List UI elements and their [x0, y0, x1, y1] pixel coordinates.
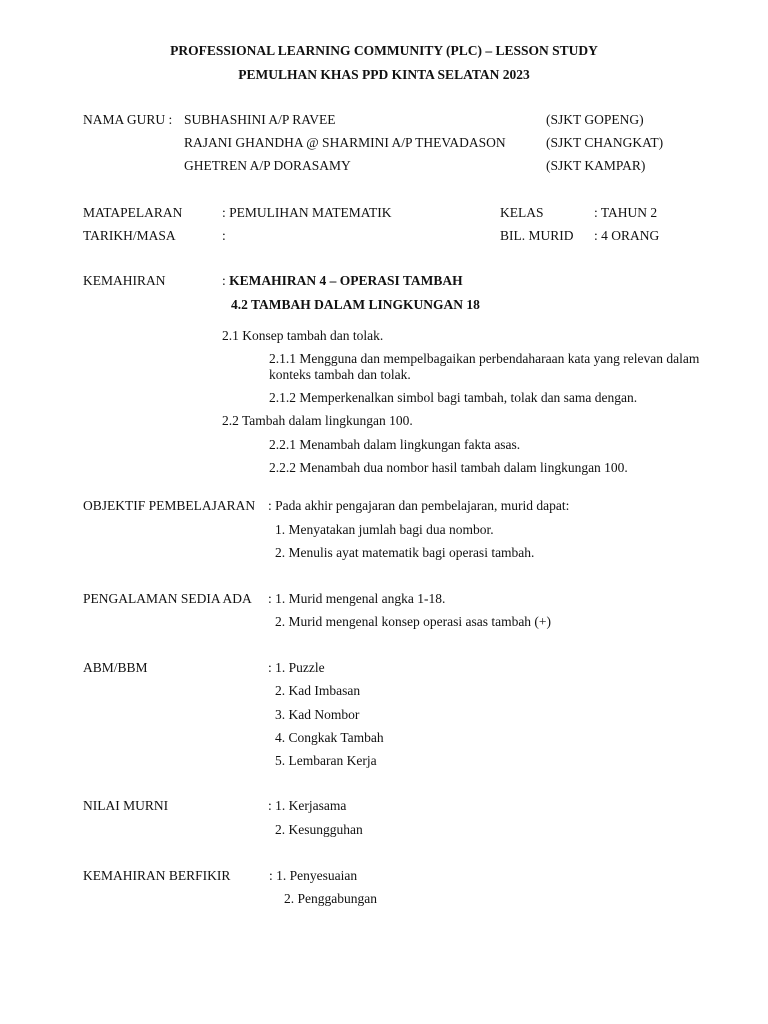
- abm-item-1: : 1. Puzzle: [268, 660, 325, 675]
- abm-label: ABM/BBM: [83, 660, 148, 675]
- teacher-2-name: RAJANI GHANDHA @ SHARMINI A/P THEVADASON: [184, 135, 506, 150]
- kemahiran-line2: 4.2 TAMBAH DALAM LINGKUNGAN 18: [231, 297, 480, 312]
- abm-item-4: 4. Congkak Tambah: [275, 730, 384, 745]
- teacher-3-school: (SJKT KAMPAR): [546, 158, 646, 173]
- teacher-3-name: GHETREN A/P DORASAMY: [184, 158, 351, 173]
- doc-title-line2: PEMULHAN KHAS PPD KINTA SELATAN 2023: [238, 67, 530, 82]
- pengalaman-item-2: 2. Murid mengenal konsep operasi asas tambah (+): [275, 614, 552, 629]
- tarikh-value: :: [222, 228, 226, 243]
- pengalaman-label: PENGALAMAN SEDIA ADA: [83, 591, 252, 606]
- standard-2-2: 2.2 Tambah dalam lingkungan 100.: [222, 413, 413, 428]
- objektif-item-2: 2. Menulis ayat matematik bagi operasi tambah.: [275, 545, 535, 560]
- teacher-2-school: (SJKT CHANGKAT): [546, 135, 664, 150]
- nilai-item-2: 2. Kesungguhan: [275, 822, 363, 837]
- kelas-value: : TAHUN 2: [594, 205, 658, 220]
- teacher-1-school: (SJKT GOPENG): [546, 112, 644, 127]
- abm-item-5: 5. Lembaran Kerja: [275, 753, 377, 768]
- kelas-label: KELAS: [500, 205, 544, 220]
- teacher-1-name: SUBHASHINI A/P RAVEE: [184, 112, 336, 127]
- nilai-label: NILAI MURNI: [83, 798, 169, 813]
- standard-2-2-2: 2.2.2 Menambah dua nombor hasil tambah dalam lingkungan 100.: [269, 460, 628, 475]
- nama-guru-label: NAMA GURU :: [83, 112, 173, 127]
- berfikir-label: KEMAHIRAN BERFIKIR: [83, 868, 231, 883]
- berfikir-item-1: : 1. Penyesuaian: [269, 868, 358, 883]
- bil-murid-label: BIL. MURID: [500, 228, 574, 243]
- pengalaman-item-1: : 1. Murid mengenal angka 1-18.: [268, 591, 446, 606]
- nilai-item-1: : 1. Kerjasama: [268, 798, 347, 813]
- kemahiran-line1: : KEMAHIRAN 4 – OPERASI TAMBAH: [222, 273, 463, 288]
- matapelaran-label: MATAPELARAN: [83, 205, 183, 220]
- standard-2-1-1: 2.1.1 Mengguna dan mempelbagaikan perbendaharaan kata yang relevan dalam konteks tambah dan tolak.: [269, 351, 700, 383]
- standard-2-2-1: 2.2.1 Menambah dalam lingkungan fakta asas.: [269, 437, 521, 452]
- objektif-label: OBJEKTIF PEMBELAJARAN: [83, 498, 256, 513]
- matapelaran-value: : PEMULIHAN MATEMATIK: [222, 205, 392, 220]
- doc-title-line1: PROFESSIONAL LEARNING COMMUNITY (PLC) – LESSON STUDY: [170, 43, 598, 58]
- tarikh-label: TARIKH/MASA: [83, 228, 176, 243]
- bil-murid-value: : 4 ORANG: [594, 228, 660, 243]
- abm-item-3: 3. Kad Nombor: [275, 707, 360, 722]
- objektif-item-1: 1. Menyatakan jumlah bagi dua nombor.: [275, 522, 494, 537]
- standard-2-1: 2.1 Konsep tambah dan tolak.: [222, 328, 384, 343]
- berfikir-item-2: 2. Penggabungan: [284, 891, 377, 906]
- objektif-intro: : Pada akhir pengajaran dan pembelajaran, murid dapat:: [268, 498, 570, 513]
- abm-item-2: 2. Kad Imbasan: [275, 683, 361, 698]
- standard-2-1-2: 2.1.2 Memperkenalkan simbol bagi tambah, tolak dan sama dengan.: [269, 390, 638, 405]
- kemahiran-label: KEMAHIRAN: [83, 273, 166, 288]
